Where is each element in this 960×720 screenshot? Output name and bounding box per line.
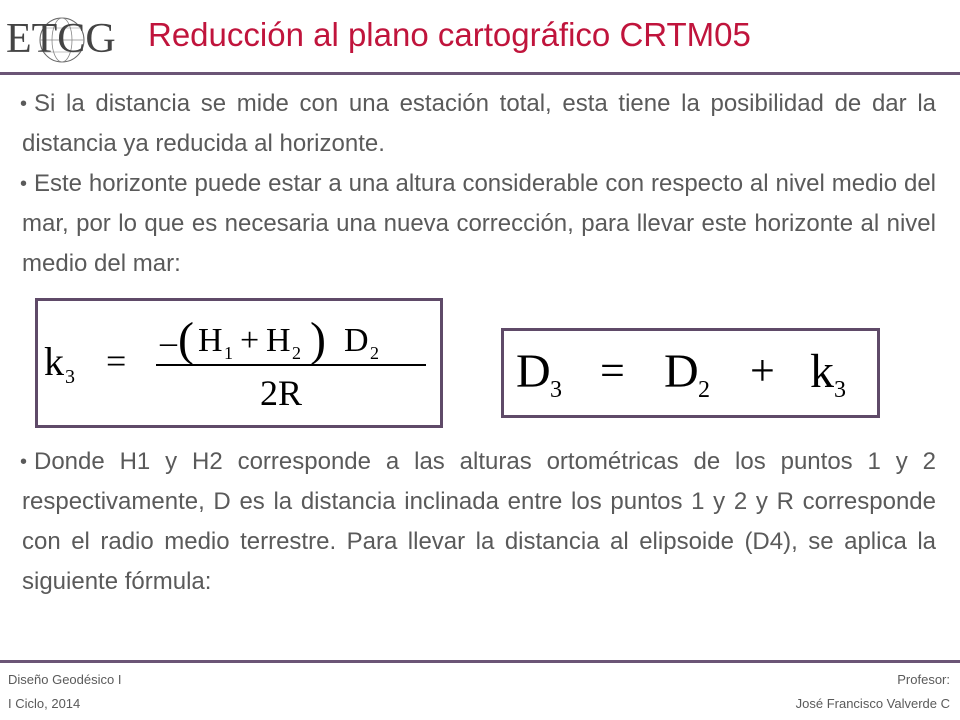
footer-course: Diseño Geodésico I [8, 672, 122, 687]
slide-body [22, 84, 936, 595]
logo-lettering: ETCG [6, 16, 116, 62]
k3-h2: H [266, 322, 291, 359]
formula-k3-box [35, 298, 443, 428]
footer-course-info [8, 668, 121, 716]
d3-plus: + [750, 346, 775, 395]
k3-d2: D [344, 322, 369, 359]
d3-k3-sub: 3 [834, 377, 846, 403]
d3-lhs: D [516, 345, 551, 398]
bullet-paragraph-2: • Este horizonte puede estar a una altura considerable con respecto al nivel medio del mar, por lo que es necesaria una nueva corrección, para llevar este horizonte al nivel medio del mar: [22, 164, 936, 284]
bullet-paragraph-1: • Si la distancia se mide con una estación total, esta tiene la posibilidad de dar la distancia ya reducida al horizonte. [22, 84, 936, 164]
k3-denominator: 2R [260, 373, 303, 413]
k3-lparen: ( [178, 313, 194, 366]
d3-d2: D [664, 345, 699, 398]
k3-lhs-sub: 3 [65, 366, 75, 388]
footer-professor-name: José Francisco Valverde C [795, 696, 950, 711]
footer-term: I Ciclo, 2014 [8, 696, 81, 711]
d3-lhs-sub: 3 [550, 377, 562, 403]
slide-title: Reducción al plano cartográfico CRTM05 [148, 16, 751, 53]
footer-professor-label: Profesor: [897, 672, 950, 687]
k3-h1: H [198, 322, 223, 359]
k3-plus: + [240, 322, 260, 359]
footer-professor-info [796, 668, 950, 716]
etcg-logo [4, 6, 120, 70]
k3-d2-sub: 2 [370, 343, 379, 363]
d3-d2-sub: 2 [698, 377, 710, 403]
k3-lhs: k [44, 339, 64, 384]
footer-divider [0, 660, 960, 663]
k3-h2-sub: 2 [292, 343, 301, 363]
d3-equals: = [600, 346, 625, 395]
k3-h1-sub: 1 [224, 343, 233, 363]
title-divider [0, 72, 960, 75]
d3-k3: k [810, 345, 834, 398]
formula-d3-box [501, 328, 880, 418]
bullet-paragraph-3: • Donde H1 y H2 corresponde a las alturas ortométricas de los puntos 1 y 2 respectivamente, D es la distancia inclinada entre los puntos 1 y 2 y R corresponde con el radio medio terrestre. Para llevar la distancia al elipsoide (D4), se aplica la siguiente fórmula: [22, 442, 936, 602]
k3-rparen: ) [310, 313, 326, 366]
k3-minus: – [160, 324, 177, 361]
k3-equals: = [106, 341, 127, 381]
